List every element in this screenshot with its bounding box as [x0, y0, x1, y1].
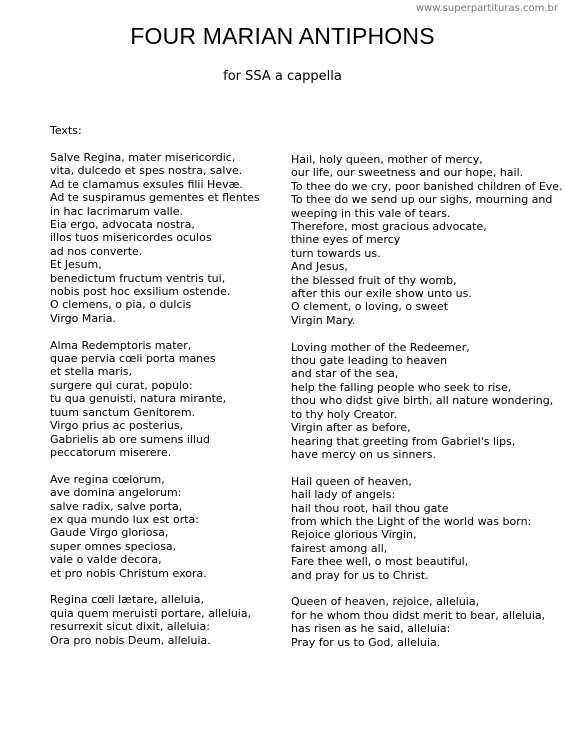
- english-line: Hail, holy queen, mother of mercy,: [291, 153, 483, 166]
- latin-line: quae pervia cœli porta manes: [50, 352, 216, 366]
- english-line: from which the Light of the world was born:: [291, 514, 532, 528]
- stanza-spacer: [50, 580, 280, 593]
- english-stanza-1: [291, 153, 561, 327]
- english-line: and pray for us to Christ.: [291, 568, 429, 582]
- english-line: weeping in this vale of tears.: [291, 206, 451, 220]
- english-line: Rejoice glorious Virgin,: [291, 528, 417, 542]
- latin-line: tu qua genuisti, natura mirante,: [50, 392, 227, 406]
- english-line: Pray for us to God, alleluia.: [291, 635, 441, 649]
- english-line: turn towards us.: [291, 246, 381, 260]
- english-line: hearing that greeting from Gabriel's lips,: [291, 434, 516, 448]
- english-line: fairest among all,: [291, 541, 388, 555]
- english-line: have mercy on us sinners.: [291, 447, 436, 461]
- english-line: has risen as he said, alleluia:: [291, 622, 451, 636]
- latin-line: Et Jesum,: [50, 258, 102, 272]
- english-line: to thy holy Creator.: [291, 407, 398, 421]
- english-line: Fare thee well, o most beautiful,: [291, 555, 469, 569]
- latin-line: tuum sanctum Genitorem.: [50, 405, 196, 419]
- latin-stanza-3: [50, 473, 280, 580]
- latin-line: illos tuos misericordes oculos: [50, 231, 212, 245]
- latin-line: super omnes speciosa,: [50, 539, 177, 553]
- latin-line: vale o valde decora,: [50, 553, 162, 567]
- english-line: hail lady of angels:: [291, 488, 396, 502]
- english-stanza-2: [291, 341, 561, 462]
- english-line: our life, our sweetness and our hope, hail.: [291, 166, 524, 180]
- english-line: Queen of heaven, rejoice, alleluia,: [291, 595, 480, 609]
- watermark: www.superpartituras.com.br: [415, 3, 558, 14]
- english-line: after this our exile show unto us.: [291, 287, 472, 301]
- stanza-spacer: [50, 459, 280, 472]
- english-line: To thee do we send up our sighs, mourning and: [291, 193, 553, 207]
- latin-line: salve radix, salve porta,: [50, 499, 183, 513]
- english-line: for he whom thou didst merit to bear, alleluia,: [291, 608, 546, 622]
- english-line: thou who didst give birth, all nature wondering,: [291, 394, 554, 408]
- latin-line: ave domina angelorum:: [50, 486, 182, 500]
- latin-line: benedictum fructum ventris tui,: [50, 271, 226, 285]
- latin-column: [50, 151, 280, 647]
- english-line: Loving mother of the Redeemer,: [291, 340, 470, 354]
- english-stanza-3: [291, 475, 561, 582]
- latin-line: Virgo Maria.: [50, 311, 116, 325]
- latin-line: Salve Regina, mater misericordic,: [50, 151, 236, 164]
- latin-line: Ad te suspiramus gementes et flentes: [50, 191, 260, 205]
- latin-line: Gaude Virgo gloriosa,: [50, 526, 169, 540]
- english-stanza-4: [291, 595, 561, 649]
- page-subtitle: for SSA a cappella: [223, 69, 342, 84]
- latin-line: et pro nobis Christum exora.: [50, 566, 207, 580]
- latin-stanza-1: [50, 151, 280, 325]
- latin-line: Alma Redemptoris mater,: [50, 338, 192, 352]
- latin-line: Ad te clamamus exsules filii Hevæ.: [50, 177, 243, 191]
- latin-line: Regina cœli lætare, alleluia,: [50, 593, 204, 607]
- latin-line: in hac lacrimarum valle.: [50, 204, 183, 218]
- latin-line: Virgo prius ac posterius,: [50, 419, 184, 433]
- english-line: And Jesus,: [291, 260, 348, 274]
- english-line: Hail queen of heaven,: [291, 474, 412, 488]
- english-line: thou gate leading to heaven: [291, 354, 448, 368]
- latin-line: Gabrielis ab ore sumens illud: [50, 432, 210, 446]
- english-line: and star of the sea,: [291, 367, 399, 381]
- english-line: Virgin Mary.: [291, 313, 356, 327]
- latin-stanza-4: [50, 593, 280, 647]
- latin-line: et stella maris,: [50, 365, 133, 379]
- latin-stanza-2: [50, 339, 280, 460]
- english-column: [291, 153, 561, 649]
- stanza-spacer: [291, 582, 561, 595]
- english-line: Virgin after as before,: [291, 421, 411, 435]
- english-line: To thee do we cry, poor banished children of Eve.: [291, 179, 563, 193]
- latin-line: Eia ergo, advocata nostra,: [50, 218, 195, 232]
- english-line: Therefore, most gracious advocate,: [291, 220, 487, 234]
- english-line: O clement, o loving, o sweet: [291, 300, 449, 314]
- english-line: the blessed fruit of thy womb,: [291, 273, 457, 287]
- latin-line: ex qua mundo lux est orta:: [50, 512, 199, 526]
- latin-line: resurrexit sicut dixit, alleluia:: [50, 620, 210, 634]
- stanza-spacer: [291, 461, 561, 474]
- english-line: thine eyes of mercy: [291, 233, 401, 247]
- latin-line: quia quem meruisti portare, alleluia,: [50, 606, 252, 620]
- latin-line: nobis post hoc exsilium ostende.: [50, 285, 231, 299]
- english-line: hail thou root, hail thou gate: [291, 501, 449, 515]
- stanza-spacer: [291, 327, 561, 340]
- latin-line: Ave regina cœlorum,: [50, 472, 165, 486]
- latin-line: O clemens, o pia, o dulcis: [50, 298, 192, 312]
- stanza-spacer: [50, 325, 280, 338]
- latin-line: peccatorum miserere.: [50, 445, 172, 459]
- latin-line: surgere qui curat, populo:: [50, 378, 193, 392]
- latin-line: Ora pro nobis Deum, alleluia.: [50, 633, 211, 647]
- english-line: help the falling people who seek to rise,: [291, 380, 512, 394]
- texts-label: Texts:: [50, 124, 82, 137]
- page-title: FOUR MARIAN ANTIPHONS: [130, 23, 435, 49]
- latin-line: ad nos converte.: [50, 244, 143, 258]
- latin-line: vita, dulcedo et spes nostra, salve.: [50, 164, 243, 178]
